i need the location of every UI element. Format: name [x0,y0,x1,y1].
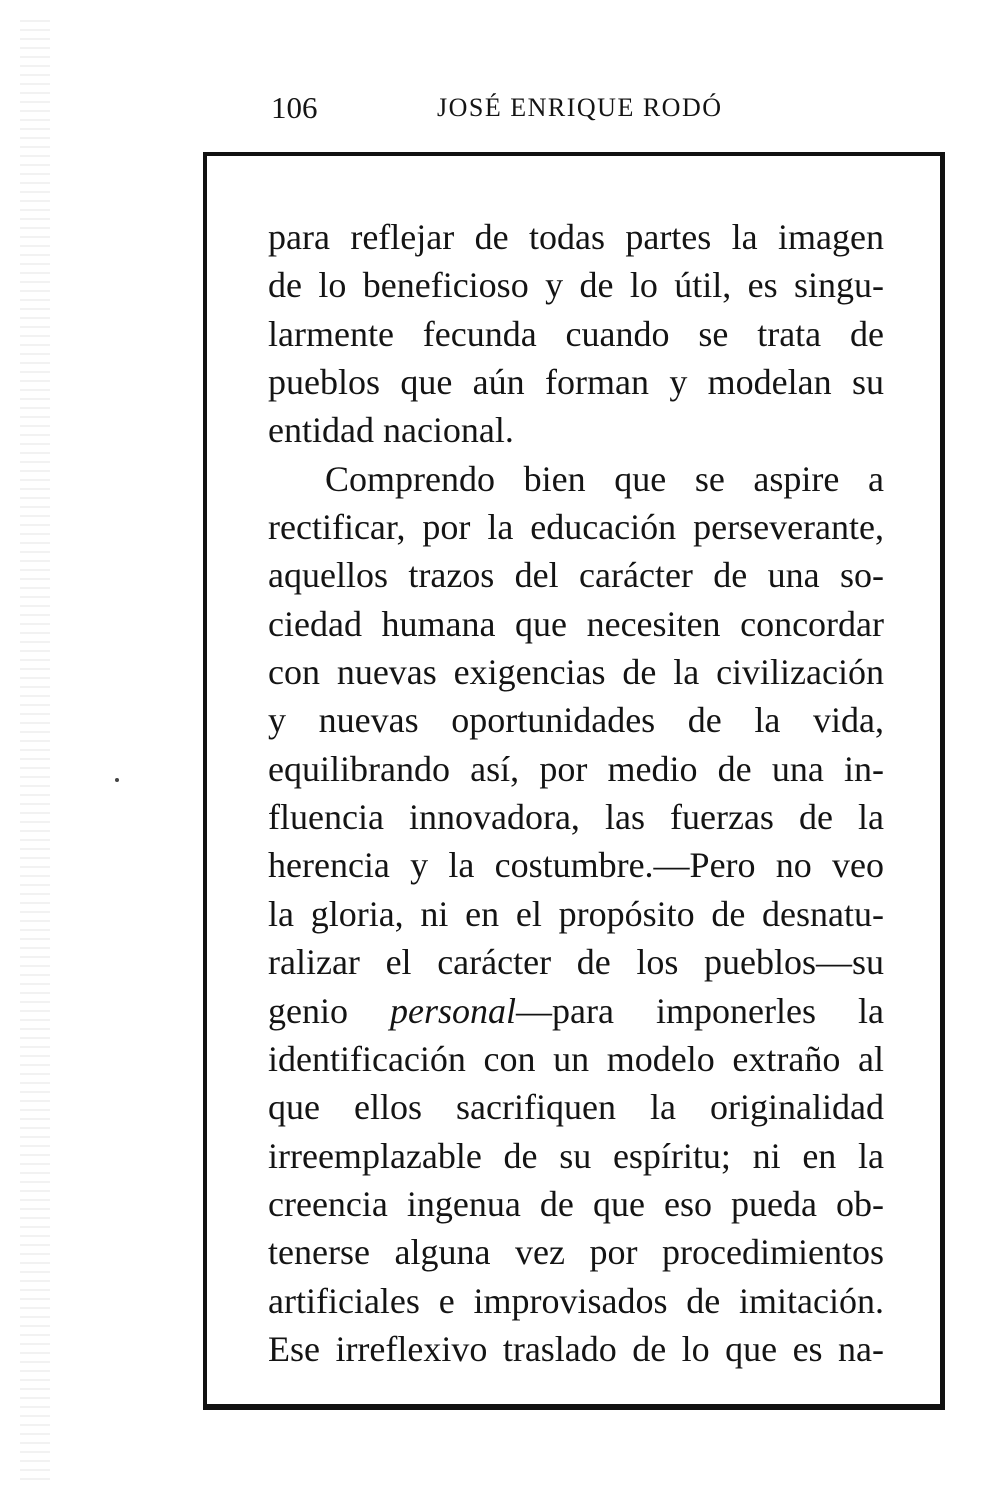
text-line: pueblos que aún forman y modelan su [268,362,884,403]
text-line: tenerse alguna vez por procedimientos [268,1232,884,1273]
text-line: artificiales e improvisados de imitación. [268,1280,884,1321]
italic-word: personal [390,990,517,1031]
text-line: con nuevas exigencias de la civilización [268,652,884,693]
text-fragment: genio [268,990,391,1031]
text-line: identificación con un modelo extraño al [268,1038,884,1079]
scan-edge-noise [20,20,50,1480]
text-line: Ese irreflexivo traslado de lo que es na- [268,1328,884,1369]
page-number: 106 [271,90,318,125]
text-line: fluencia innovadora, las fuerzas de la [268,797,884,838]
ink-speck [115,778,119,782]
text-line: creencia ingenua de que eso pueda ob- [268,1183,884,1224]
text-line: que ellos sacrifiquen la originalidad [268,1087,884,1128]
running-title: JOSÉ ENRIQUE RODÓ [437,93,723,122]
text-line: aquellos trazos del carácter de una so- [268,555,884,596]
text-line: la gloria, ni en el propósito de desnatu- [268,893,884,934]
text-line: de lo beneficioso y de lo útil, es singu- [268,265,884,306]
text-line: para reflejar de todas partes la imagen [268,217,884,257]
text-fragment: —para imponerles la [516,990,885,1031]
text-line: entidad nacional. [268,410,514,451]
text-line: ralizar el carácter de los pueblos—su [268,942,884,983]
body-text [268,213,884,1373]
text-line: Comprendo bien que se aspire a [325,458,884,499]
text-line-with-italic [268,987,884,1035]
text-line: larmente fecunda cuando se trata de [268,313,884,354]
text-line: irreemplazable de su espíritu; ni en la [268,1135,884,1176]
text-line: ciedad humana que necesiten concordar [268,603,884,644]
text-line: herencia y la costumbre.—Pero no veo [268,845,884,886]
text-line: y nuevas oportunidades de la vida, [268,700,884,741]
text-line: rectificar, por la educación perseverante, [268,507,884,548]
text-line: equilibrando así, por medio de una in- [268,748,884,789]
